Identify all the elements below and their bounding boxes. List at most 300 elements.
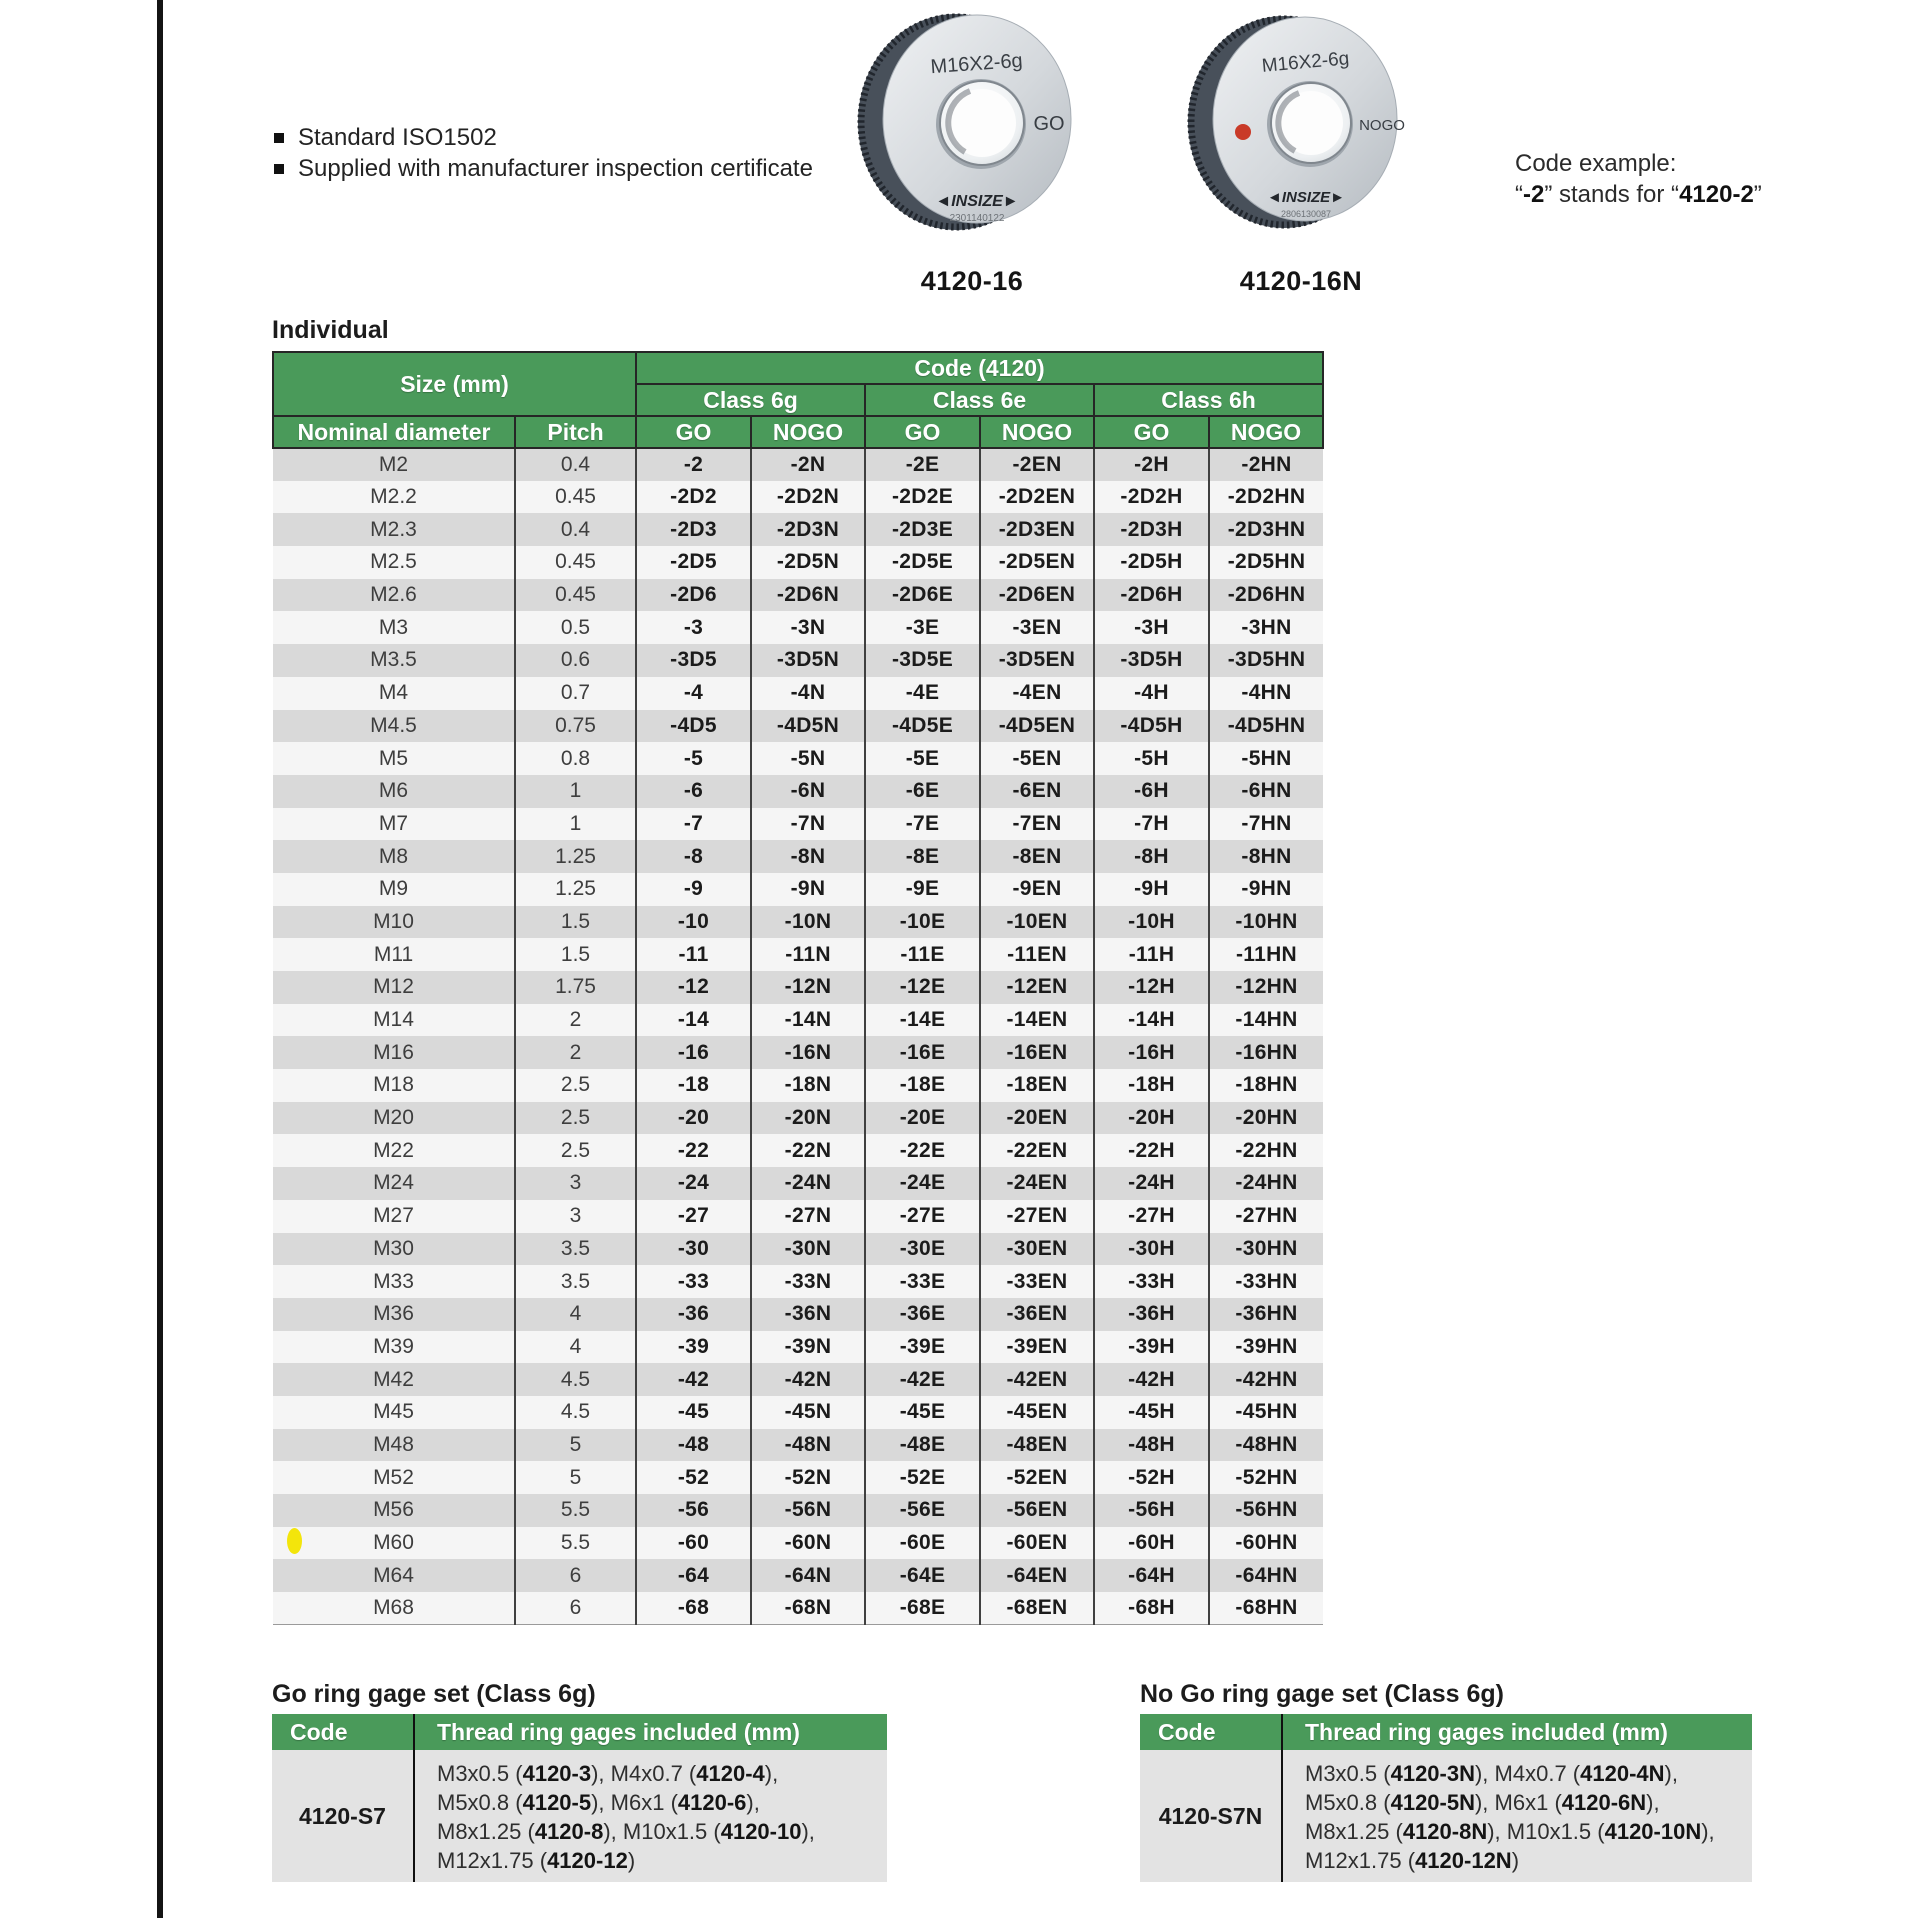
nominal-diameter-cell: M42 bbox=[373, 1367, 414, 1391]
table-row bbox=[273, 1559, 1323, 1592]
go-6h-cell: -27H bbox=[1094, 1200, 1209, 1233]
go-6e-cell: -18E bbox=[865, 1069, 980, 1102]
nominal-diameter-cell: M39 bbox=[373, 1334, 414, 1358]
pitch-cell: 2.5 bbox=[515, 1069, 636, 1102]
nogo-6h-cell: -22HN bbox=[1209, 1134, 1323, 1167]
table-row bbox=[273, 1265, 1323, 1298]
nominal-diameter-cell: M3 bbox=[378, 615, 409, 639]
table-row bbox=[273, 1102, 1323, 1135]
bullet-item bbox=[274, 122, 813, 153]
go-6g-cell: -52 bbox=[636, 1461, 751, 1494]
go-6e-cell: -2D6E bbox=[865, 579, 980, 612]
nogo-6g-cell: -16N bbox=[751, 1036, 865, 1069]
nogo-6g-cell: -42N bbox=[751, 1363, 865, 1396]
nogo-6h-cell: -52HN bbox=[1209, 1461, 1323, 1494]
nogo-6e-cell: -45EN bbox=[980, 1396, 1094, 1429]
nogo-6h-cell: -64HN bbox=[1209, 1559, 1323, 1592]
go-6h-cell: -2D5H bbox=[1094, 546, 1209, 579]
pitch-cell: 0.5 bbox=[515, 611, 636, 644]
table-row bbox=[273, 1461, 1323, 1494]
insize-logo: ◄INSIZE► bbox=[1266, 189, 1346, 206]
nogo-6e-cell: -2D6EN bbox=[980, 579, 1094, 612]
go-6g-cell: -24 bbox=[636, 1167, 751, 1200]
nominal-diameter-cell: M33 bbox=[373, 1269, 414, 1293]
go-6e-cell: -5E bbox=[865, 742, 980, 775]
nogo-6e-cell: -64EN bbox=[980, 1559, 1094, 1592]
go-6h-cell: -11H bbox=[1094, 938, 1209, 971]
go-6h-cell: -12H bbox=[1094, 971, 1209, 1004]
header-go-6g: GO bbox=[636, 416, 751, 448]
nogo-6h-cell: -3HN bbox=[1209, 611, 1323, 644]
ring-marking-text: M16X2-6g bbox=[1260, 48, 1351, 77]
pitch-cell: 1.5 bbox=[515, 938, 636, 971]
go-6g-cell: -27 bbox=[636, 1200, 751, 1233]
nogo-6h-cell: -12HN bbox=[1209, 971, 1323, 1004]
nogo-6g-cell: -4D5N bbox=[751, 710, 865, 743]
go-6h-cell: -45H bbox=[1094, 1396, 1209, 1429]
nogo-6e-cell: -8EN bbox=[980, 840, 1094, 873]
go-6g-cell: -7 bbox=[636, 808, 751, 841]
go-6e-cell: -9E bbox=[865, 873, 980, 906]
go-6h-cell: -68H bbox=[1094, 1592, 1209, 1625]
nominal-diameter-cell: M52 bbox=[373, 1465, 414, 1489]
nogo-6g-cell: -6N bbox=[751, 775, 865, 808]
header-go-6e: GO bbox=[865, 416, 980, 448]
go-6e-cell: -30E bbox=[865, 1233, 980, 1266]
table-row bbox=[273, 1167, 1323, 1200]
nogo-6h-cell: -6HN bbox=[1209, 775, 1323, 808]
nogo-6g-cell: -18N bbox=[751, 1069, 865, 1102]
pitch-cell: 0.8 bbox=[515, 742, 636, 775]
go-6g-cell: -36 bbox=[636, 1298, 751, 1331]
table-row bbox=[273, 513, 1323, 546]
go-6h-cell: -10H bbox=[1094, 906, 1209, 939]
nogo-6e-cell: -3EN bbox=[980, 611, 1094, 644]
go-6g-cell: -2D3 bbox=[636, 513, 751, 546]
nominal-diameter-cell: M5 bbox=[378, 746, 409, 770]
nogo-6e-cell: -9EN bbox=[980, 873, 1094, 906]
nominal-diameter-cell: M2.2 bbox=[370, 485, 417, 509]
go-6g-cell: -22 bbox=[636, 1134, 751, 1167]
go-set-column-divider bbox=[413, 1714, 415, 1882]
nogo-6h-cell: -16HN bbox=[1209, 1036, 1323, 1069]
table-row bbox=[273, 579, 1323, 612]
go-6e-cell: -27E bbox=[865, 1200, 980, 1233]
pitch-cell: 0.75 bbox=[515, 710, 636, 743]
pitch-cell: 6 bbox=[515, 1559, 636, 1592]
pitch-cell: 0.4 bbox=[515, 513, 636, 546]
go-6h-cell: -9H bbox=[1094, 873, 1209, 906]
go-6h-cell: -4D5H bbox=[1094, 710, 1209, 743]
nogo-6h-cell: -33HN bbox=[1209, 1265, 1323, 1298]
nominal-diameter-cell: M56 bbox=[373, 1498, 414, 1522]
main-table-header bbox=[273, 352, 1323, 448]
nogo-6e-cell: -10EN bbox=[980, 906, 1094, 939]
nominal-diameter-cell: M12 bbox=[373, 975, 414, 999]
nominal-diameter-cell: M2.5 bbox=[370, 550, 417, 574]
header-size-mm: Size (mm) bbox=[273, 352, 636, 416]
header-nominal-diameter: Nominal diameter bbox=[273, 416, 515, 448]
go-label-text: GO bbox=[1033, 113, 1065, 135]
go-6g-cell: -6 bbox=[636, 775, 751, 808]
go-6h-cell: -2H bbox=[1094, 448, 1209, 481]
nogo-set-table bbox=[1140, 1714, 1752, 1882]
table-row bbox=[273, 1592, 1323, 1625]
go-6e-cell: -52E bbox=[865, 1461, 980, 1494]
go-6e-cell: -39E bbox=[865, 1331, 980, 1364]
nogo-6g-cell: -39N bbox=[751, 1331, 865, 1364]
table-row bbox=[273, 644, 1323, 677]
pitch-cell: 1 bbox=[515, 808, 636, 841]
header-class-6g: Class 6g bbox=[636, 384, 865, 416]
table-row bbox=[273, 1363, 1323, 1396]
pitch-cell: 4.5 bbox=[515, 1396, 636, 1429]
nogo-set-column-divider bbox=[1281, 1714, 1283, 1882]
pitch-cell: 4 bbox=[515, 1298, 636, 1331]
nominal-diameter-cell: M16 bbox=[373, 1040, 414, 1064]
gage-list-line: M5x0.8 (4120-5), M6x1 (4120-6), bbox=[437, 1790, 760, 1815]
table-row bbox=[273, 448, 1323, 481]
pitch-cell: 1.75 bbox=[515, 971, 636, 1004]
nominal-diameter-cell: M9 bbox=[378, 877, 409, 901]
nogo-6g-cell: -2D6N bbox=[751, 579, 865, 612]
table-row bbox=[273, 677, 1323, 710]
nogo-6g-cell: -33N bbox=[751, 1265, 865, 1298]
go-6e-cell: -3D5E bbox=[865, 644, 980, 677]
table-row bbox=[273, 1134, 1323, 1167]
nogo-6h-cell: -36HN bbox=[1209, 1298, 1323, 1331]
feature-bullet-list bbox=[274, 122, 813, 184]
nogo-6e-cell: -16EN bbox=[980, 1036, 1094, 1069]
go-6h-cell: -2D6H bbox=[1094, 579, 1209, 612]
nogo-6h-cell: -42HN bbox=[1209, 1363, 1323, 1396]
nogo-set-header bbox=[1140, 1714, 1752, 1750]
nogo-6g-cell: -14N bbox=[751, 1004, 865, 1037]
go-6h-cell: -20H bbox=[1094, 1102, 1209, 1135]
nogo-6e-cell: -36EN bbox=[980, 1298, 1094, 1331]
table-row bbox=[273, 1527, 1323, 1560]
go-6h-cell: -30H bbox=[1094, 1233, 1209, 1266]
go-6e-cell: -56E bbox=[865, 1494, 980, 1527]
red-dot-marker bbox=[1235, 124, 1251, 140]
go-6g-cell: -30 bbox=[636, 1233, 751, 1266]
nogo-6h-cell: -11HN bbox=[1209, 938, 1323, 971]
go-set-title: Go ring gage set (Class 6g) bbox=[272, 1680, 596, 1708]
nominal-diameter-cell: M18 bbox=[373, 1073, 414, 1097]
go-6e-cell: -6E bbox=[865, 775, 980, 808]
pitch-cell: 6 bbox=[515, 1592, 636, 1625]
nogo-6e-cell: -12EN bbox=[980, 971, 1094, 1004]
nogo-6g-cell: -20N bbox=[751, 1102, 865, 1135]
nogo-set-body bbox=[1140, 1750, 1752, 1882]
go-6h-cell: -42H bbox=[1094, 1363, 1209, 1396]
bullet-text: Supplied with manufacturer inspection certificate bbox=[298, 154, 813, 182]
nogo-6e-cell: -3D5EN bbox=[980, 644, 1094, 677]
go-6h-cell: -2D3H bbox=[1094, 513, 1209, 546]
go-6g-cell: -5 bbox=[636, 742, 751, 775]
nogo-6h-cell: -5HN bbox=[1209, 742, 1323, 775]
go-6h-cell: -16H bbox=[1094, 1036, 1209, 1069]
go-6e-cell: -33E bbox=[865, 1265, 980, 1298]
nogo-6e-cell: -68EN bbox=[980, 1592, 1094, 1625]
nogo-6h-cell: -18HN bbox=[1209, 1069, 1323, 1102]
nogo-6g-cell: -2N bbox=[751, 448, 865, 481]
table-row bbox=[273, 1331, 1323, 1364]
go-6h-cell: -8H bbox=[1094, 840, 1209, 873]
nogo-6h-cell: -4HN bbox=[1209, 677, 1323, 710]
go-6e-cell: -42E bbox=[865, 1363, 980, 1396]
table-row bbox=[273, 873, 1323, 906]
bullet-square-icon bbox=[274, 164, 284, 174]
pitch-cell: 1.5 bbox=[515, 906, 636, 939]
go-6h-cell: -18H bbox=[1094, 1069, 1209, 1102]
go-6h-cell: -56H bbox=[1094, 1494, 1209, 1527]
go-6g-cell: -56 bbox=[636, 1494, 751, 1527]
go-6e-cell: -4E bbox=[865, 677, 980, 710]
nogo-6g-cell: -30N bbox=[751, 1233, 865, 1266]
go-6g-cell: -2D5 bbox=[636, 546, 751, 579]
nogo-set-gage-list bbox=[1281, 1750, 1752, 1882]
go-6g-cell: -68 bbox=[636, 1592, 751, 1625]
go-6e-cell: -3E bbox=[865, 611, 980, 644]
header-class-6h: Class 6h bbox=[1094, 384, 1323, 416]
go-6g-cell: -20 bbox=[636, 1102, 751, 1135]
pitch-cell: 0.7 bbox=[515, 677, 636, 710]
table-row bbox=[273, 1429, 1323, 1462]
table-row bbox=[273, 906, 1323, 939]
go-6g-cell: -16 bbox=[636, 1036, 751, 1069]
nogo-6g-cell: -56N bbox=[751, 1494, 865, 1527]
table-row bbox=[273, 481, 1323, 514]
header-nogo-6g: NOGO bbox=[751, 416, 865, 448]
go-6e-cell: -16E bbox=[865, 1036, 980, 1069]
nominal-diameter-cell: M64 bbox=[373, 1563, 414, 1587]
pitch-cell: 4.5 bbox=[515, 1363, 636, 1396]
pitch-cell: 3.5 bbox=[515, 1265, 636, 1298]
pitch-cell: 1 bbox=[515, 775, 636, 808]
nogo-6g-cell: -8N bbox=[751, 840, 865, 873]
nogo-set-title: No Go ring gage set (Class 6g) bbox=[1140, 1680, 1504, 1708]
nogo-6h-cell: -7HN bbox=[1209, 808, 1323, 841]
nogo-label-text: NOGO bbox=[1359, 117, 1405, 134]
nogo-6g-cell: -52N bbox=[751, 1461, 865, 1494]
table-row bbox=[273, 1036, 1323, 1069]
pitch-cell: 3.5 bbox=[515, 1233, 636, 1266]
go-6e-cell: -60E bbox=[865, 1527, 980, 1560]
go-6h-cell: -36H bbox=[1094, 1298, 1209, 1331]
nogo-6h-cell: -8HN bbox=[1209, 840, 1323, 873]
nogo-6h-cell: -56HN bbox=[1209, 1494, 1323, 1527]
table-row bbox=[273, 808, 1323, 841]
nogo-6g-cell: -68N bbox=[751, 1592, 865, 1625]
go-6h-cell: -3D5H bbox=[1094, 644, 1209, 677]
go-6g-cell: -33 bbox=[636, 1265, 751, 1298]
go-6h-cell: -48H bbox=[1094, 1429, 1209, 1462]
header-pitch: Pitch bbox=[515, 416, 636, 448]
nogo-6h-cell: -30HN bbox=[1209, 1233, 1323, 1266]
table-row bbox=[273, 938, 1323, 971]
go-6g-cell: -39 bbox=[636, 1331, 751, 1364]
header-nogo-6h: NOGO bbox=[1209, 416, 1323, 448]
main-table-body bbox=[273, 448, 1323, 1625]
nogo-6h-cell: -10HN bbox=[1209, 906, 1323, 939]
go-6e-cell: -7E bbox=[865, 808, 980, 841]
go-6g-cell: -9 bbox=[636, 873, 751, 906]
nogo-6h-cell: -60HN bbox=[1209, 1527, 1323, 1560]
nogo-6g-cell: -9N bbox=[751, 873, 865, 906]
go-6e-cell: -45E bbox=[865, 1396, 980, 1429]
table-row bbox=[273, 546, 1323, 579]
pitch-cell: 2.5 bbox=[515, 1134, 636, 1167]
nominal-diameter-cell: M4.5 bbox=[370, 713, 417, 737]
nogo-6g-cell: -11N bbox=[751, 938, 865, 971]
go-6e-cell: -2E bbox=[865, 448, 980, 481]
nogo-6h-cell: -2HN bbox=[1209, 448, 1323, 481]
nogo-6g-cell: -5N bbox=[751, 742, 865, 775]
go-6g-cell: -64 bbox=[636, 1559, 751, 1592]
nogo-6e-cell: -22EN bbox=[980, 1134, 1094, 1167]
bullet-text: Standard ISO1502 bbox=[298, 123, 497, 151]
nominal-diameter-cell: M24 bbox=[373, 1171, 414, 1195]
nogo-6g-cell: -12N bbox=[751, 971, 865, 1004]
nogo-ring-caption: 4120-16N bbox=[1239, 266, 1363, 296]
nogo-6h-cell: -45HN bbox=[1209, 1396, 1323, 1429]
pitch-cell: 2.5 bbox=[515, 1102, 636, 1135]
go-6h-cell: -33H bbox=[1094, 1265, 1209, 1298]
go-6h-cell: -5H bbox=[1094, 742, 1209, 775]
go-6e-cell: -36E bbox=[865, 1298, 980, 1331]
nogo-6e-cell: -5EN bbox=[980, 742, 1094, 775]
go-6g-cell: -12 bbox=[636, 971, 751, 1004]
go-6h-cell: -39H bbox=[1094, 1331, 1209, 1364]
nominal-diameter-cell: M10 bbox=[373, 909, 414, 933]
go-6h-cell: -52H bbox=[1094, 1461, 1209, 1494]
nogo-6e-cell: -27EN bbox=[980, 1200, 1094, 1233]
header-class-6e: Class 6e bbox=[865, 384, 1094, 416]
table-row bbox=[273, 971, 1323, 1004]
table-row bbox=[273, 1396, 1323, 1429]
table-row bbox=[273, 1004, 1323, 1037]
go-set-gage-list bbox=[413, 1750, 887, 1882]
go-6h-cell: -3H bbox=[1094, 611, 1209, 644]
go-6e-cell: -14E bbox=[865, 1004, 980, 1037]
serial-number: 2301140122 bbox=[949, 213, 1005, 224]
gage-list-line: M3x0.5 (4120-3N), M4x0.7 (4120-4N), bbox=[1305, 1761, 1678, 1786]
nogo-6g-cell: -3N bbox=[751, 611, 865, 644]
nogo-6g-cell: -10N bbox=[751, 906, 865, 939]
nogo-6e-cell: -4EN bbox=[980, 677, 1094, 710]
nogo-6h-cell: -2D2HN bbox=[1209, 481, 1323, 514]
go-6h-cell: -64H bbox=[1094, 1559, 1209, 1592]
go-6g-cell: -18 bbox=[636, 1069, 751, 1102]
go-6h-cell: -4H bbox=[1094, 677, 1209, 710]
nominal-diameter-cell: M30 bbox=[373, 1236, 414, 1260]
nominal-diameter-cell: M45 bbox=[373, 1400, 414, 1424]
go-set-header bbox=[272, 1714, 887, 1750]
go-6g-cell: -14 bbox=[636, 1004, 751, 1037]
pitch-cell: 5.5 bbox=[515, 1494, 636, 1527]
nogo-6e-cell: -52EN bbox=[980, 1461, 1094, 1494]
nominal-diameter-cell: M7 bbox=[378, 811, 409, 835]
go-set-code: 4120-S7 bbox=[299, 1802, 386, 1829]
nogo-6h-cell: -39HN bbox=[1209, 1331, 1323, 1364]
nogo-6g-cell: -64N bbox=[751, 1559, 865, 1592]
gage-list-line: M8x1.25 (4120-8N), M10x1.5 (4120-10N), bbox=[1305, 1819, 1715, 1844]
table-row bbox=[273, 1069, 1323, 1102]
code-example-line1: Code example: bbox=[1515, 150, 1677, 177]
nogo-6h-cell: -20HN bbox=[1209, 1102, 1323, 1135]
table-row bbox=[273, 1494, 1323, 1527]
nogo-6g-cell: -27N bbox=[751, 1200, 865, 1233]
go-6g-cell: -42 bbox=[636, 1363, 751, 1396]
go-6e-cell: -10E bbox=[865, 906, 980, 939]
nominal-diameter-cell: M20 bbox=[373, 1106, 414, 1130]
nogo-6e-cell: -6EN bbox=[980, 775, 1094, 808]
nogo-6h-cell: -9HN bbox=[1209, 873, 1323, 906]
nogo-6e-cell: -33EN bbox=[980, 1265, 1094, 1298]
nogo-6g-cell: -7N bbox=[751, 808, 865, 841]
table-row bbox=[273, 1200, 1323, 1233]
gage-list-line: M5x0.8 (4120-5N), M6x1 (4120-6N), bbox=[1305, 1790, 1660, 1815]
go-6h-cell: -2D2H bbox=[1094, 481, 1209, 514]
go-set-header-code: Code bbox=[290, 1718, 348, 1745]
go-6g-cell: -45 bbox=[636, 1396, 751, 1429]
pitch-cell: 0.45 bbox=[515, 579, 636, 612]
nogo-6e-cell: -30EN bbox=[980, 1233, 1094, 1266]
go-6g-cell: -3 bbox=[636, 611, 751, 644]
pitch-cell: 2 bbox=[515, 1036, 636, 1069]
nogo-6g-cell: -4N bbox=[751, 677, 865, 710]
gage-list-line: M8x1.25 (4120-8), M10x1.5 (4120-10), bbox=[437, 1819, 815, 1844]
go-6g-cell: -3D5 bbox=[636, 644, 751, 677]
nogo-6g-cell: -22N bbox=[751, 1134, 865, 1167]
insize-logo: ◄INSIZE► bbox=[935, 193, 1019, 210]
nogo-6e-cell: -60EN bbox=[980, 1527, 1094, 1560]
go-6e-cell: -20E bbox=[865, 1102, 980, 1135]
pitch-cell: 0.4 bbox=[515, 448, 636, 481]
nominal-diameter-cell: M2.6 bbox=[370, 583, 417, 607]
nogo-6g-cell: -2D2N bbox=[751, 481, 865, 514]
header-code-4120: Code (4120) bbox=[636, 352, 1323, 384]
ring-marking-text: M16X2-6g bbox=[929, 49, 1024, 79]
nogo-6g-cell: -3D5N bbox=[751, 644, 865, 677]
nogo-6e-cell: -24EN bbox=[980, 1167, 1094, 1200]
nogo-6h-cell: -3D5HN bbox=[1209, 644, 1323, 677]
go-6e-cell: -24E bbox=[865, 1167, 980, 1200]
go-6g-cell: -10 bbox=[636, 906, 751, 939]
go-6h-cell: -22H bbox=[1094, 1134, 1209, 1167]
nogo-6e-cell: -4D5EN bbox=[980, 710, 1094, 743]
table-row bbox=[273, 840, 1323, 873]
header-nogo-6e: NOGO bbox=[980, 416, 1094, 448]
go-6g-cell: -4D5 bbox=[636, 710, 751, 743]
nominal-diameter-cell: M27 bbox=[373, 1204, 414, 1228]
header-go-6h: GO bbox=[1094, 416, 1209, 448]
go-6e-cell: -2D5E bbox=[865, 546, 980, 579]
nogo-6h-cell: -24HN bbox=[1209, 1167, 1323, 1200]
pitch-cell: 1.25 bbox=[515, 873, 636, 906]
serial-number: 2806130087 bbox=[1280, 209, 1332, 219]
nogo-6e-cell: -14EN bbox=[980, 1004, 1094, 1037]
nogo-6e-cell: -42EN bbox=[980, 1363, 1094, 1396]
table-row bbox=[273, 775, 1323, 808]
nominal-diameter-cell: M3.5 bbox=[370, 648, 417, 672]
pitch-cell: 3 bbox=[515, 1167, 636, 1200]
go-6h-cell: -24H bbox=[1094, 1167, 1209, 1200]
nogo-6e-cell: -2D2EN bbox=[980, 481, 1094, 514]
table-row bbox=[273, 1298, 1323, 1331]
go-6e-cell: -2D2E bbox=[865, 481, 980, 514]
